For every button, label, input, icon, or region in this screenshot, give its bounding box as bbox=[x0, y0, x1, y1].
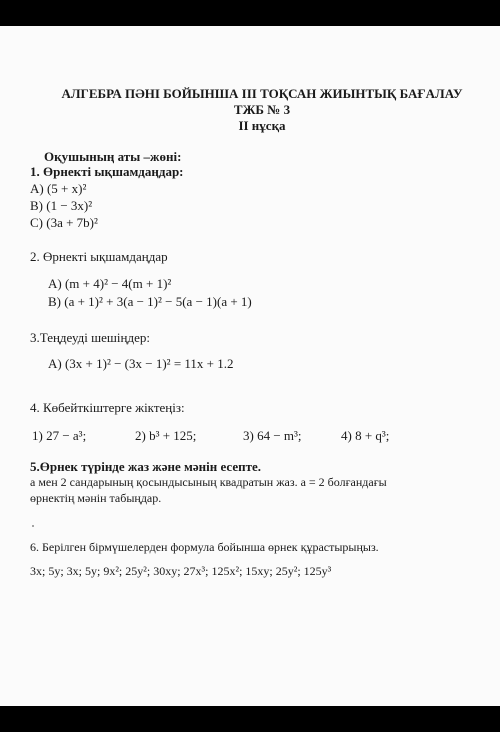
header-variant: ІІ нұсқа bbox=[238, 118, 286, 133]
header-title: АЛГЕБРА ПӘНІ БОЙЫНША ІІІ ТОҚСАН ЖИЫНТЫҚ БАҒАЛАУ bbox=[61, 86, 463, 101]
task2-item-b: B) (a + 1)² + 3(a − 1)² − 5(a − 1)(a + 1) bbox=[48, 294, 252, 309]
task4-item-4: 4) 8 + q³; bbox=[341, 428, 390, 443]
student-name-label: Оқушының аты –жөні: bbox=[44, 149, 182, 164]
task5-line2: өрнектің мәнін табыңдар. bbox=[30, 491, 162, 505]
stray-dot-mark bbox=[32, 525, 34, 527]
task1-item-c: C) (3a + 7b)² bbox=[30, 215, 98, 230]
task3-item-a: A) (3x + 1)² − (3x − 1)² = 11x + 1.2 bbox=[48, 356, 234, 371]
task4-item-1: 1) 27 − a³; bbox=[32, 428, 87, 443]
task1-item-a: A) (5 + x)² bbox=[30, 181, 87, 196]
task3-title: 3.Теңдеуді шешіңдер: bbox=[30, 330, 150, 345]
top-black-bar bbox=[0, 0, 500, 26]
bottom-black-bar bbox=[0, 706, 500, 732]
task4-title: 4. Көбейткіштерге жіктеңіз: bbox=[30, 400, 185, 415]
task5-line1: а мен 2 сандарының қосындысының квадратын жаз. а = 2 болғандағы bbox=[30, 475, 387, 489]
task5-title: 5.Өрнек түрінде жаз және мәнін есепте. bbox=[30, 459, 262, 474]
task2-item-a: A) (m + 4)² − 4(m + 1)² bbox=[48, 276, 172, 291]
task2-title: 2. Өрнекті ықшамдаңдар bbox=[30, 249, 168, 264]
task1-item-b: B) (1 − 3x)² bbox=[30, 198, 93, 213]
task1-title: 1. Өрнекті ықшамдаңдар: bbox=[30, 164, 184, 179]
task6-title: 6. Берілген бірмүшелерден формула бойынша өрнек құрастырыңыз. bbox=[30, 540, 379, 554]
header-code: ТЖБ № 3 bbox=[233, 102, 291, 117]
task6-terms: 3x; 5y; 3x; 5y; 9x²; 25y²; 30xy; 27x³; 125x²; 15xy; 25y²; 125y³ bbox=[30, 564, 332, 578]
task4-item-2: 2) b³ + 125; bbox=[135, 428, 197, 443]
task4-item-3: 3) 64 − m³; bbox=[243, 428, 302, 443]
